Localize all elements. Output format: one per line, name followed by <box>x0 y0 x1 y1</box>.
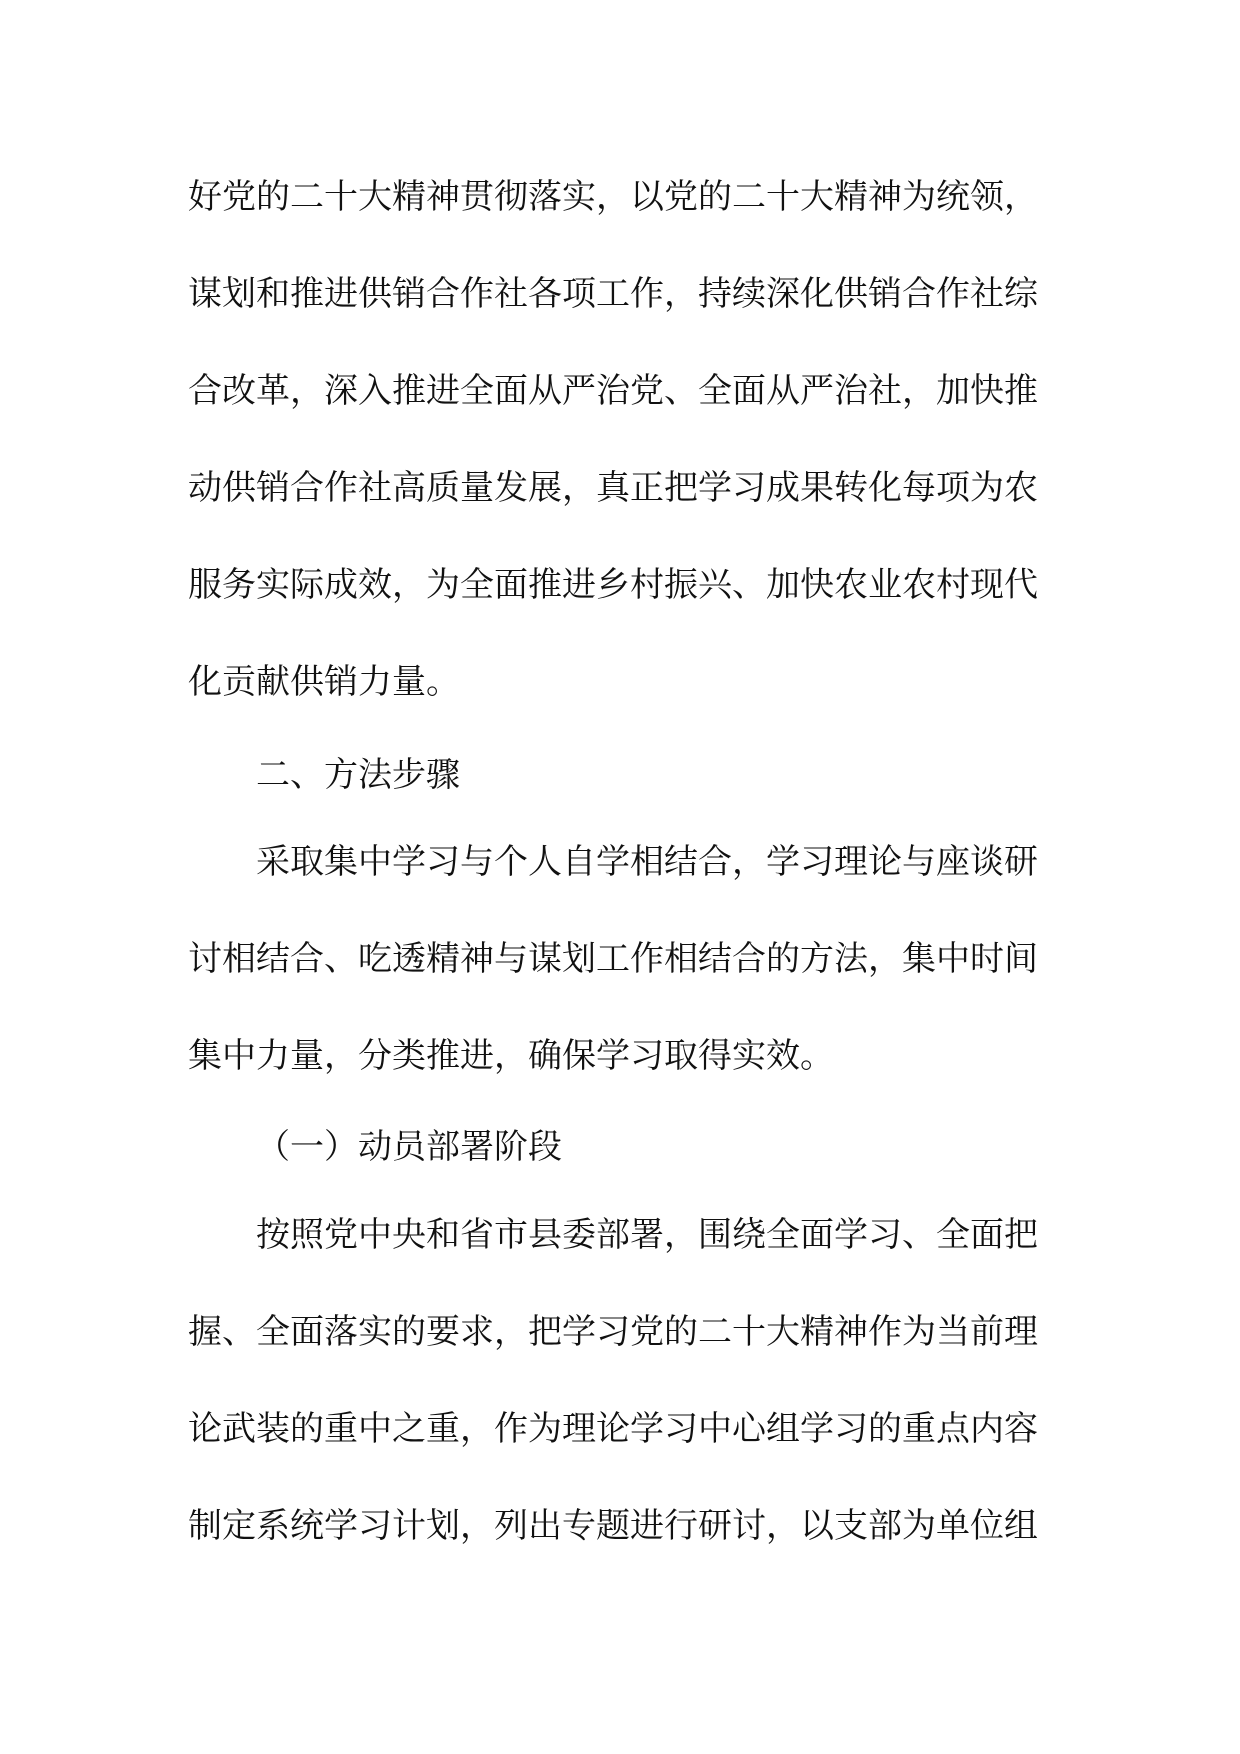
section-heading-mobilization: （一）动员部署阶段 <box>256 1127 562 1167</box>
paragraph-2-line-1: 采取集中学习与个人自学相结合，学习理论与座谈研 <box>256 842 1038 882</box>
paragraph-3-line-1: 按照党中央和省市县委部署，围绕全面学习、全面把 <box>256 1215 1038 1255</box>
paragraph-1-line-1: 好党的二十大精神贯彻落实，以党的二十大精神为统领， <box>188 177 1038 217</box>
paragraph-1-line-4: 动供销合作社高质量发展，真正把学习成果转化每项为农 <box>188 468 1038 508</box>
section-heading-methods: 二、方法步骤 <box>256 755 460 795</box>
paragraph-1-line-2: 谋划和推进供销合作社各项工作，持续深化供销合作社综 <box>188 274 1038 314</box>
paragraph-1-line-6: 化贡献供销力量。 <box>188 662 460 702</box>
paragraph-2-line-3: 集中力量，分类推进，确保学习取得实效。 <box>188 1036 834 1076</box>
paragraph-1-line-5: 服务实际成效，为全面推进乡村振兴、加快农业农村现代 <box>188 565 1038 605</box>
paragraph-3-line-3: 论武装的重中之重，作为理论学习中心组学习的重点内容 <box>188 1409 1038 1449</box>
paragraph-3-line-2: 握、全面落实的要求，把学习党的二十大精神作为当前理 <box>188 1312 1038 1352</box>
paragraph-2-line-2: 讨相结合、吃透精神与谋划工作相结合的方法，集中时间 <box>188 939 1038 979</box>
paragraph-1-line-3: 合改革，深入推进全面从严治党、全面从严治社，加快推 <box>188 371 1038 411</box>
paragraph-3-line-4: 制定系统学习计划，列出专题进行研讨，以支部为单位组 <box>188 1506 1038 1546</box>
